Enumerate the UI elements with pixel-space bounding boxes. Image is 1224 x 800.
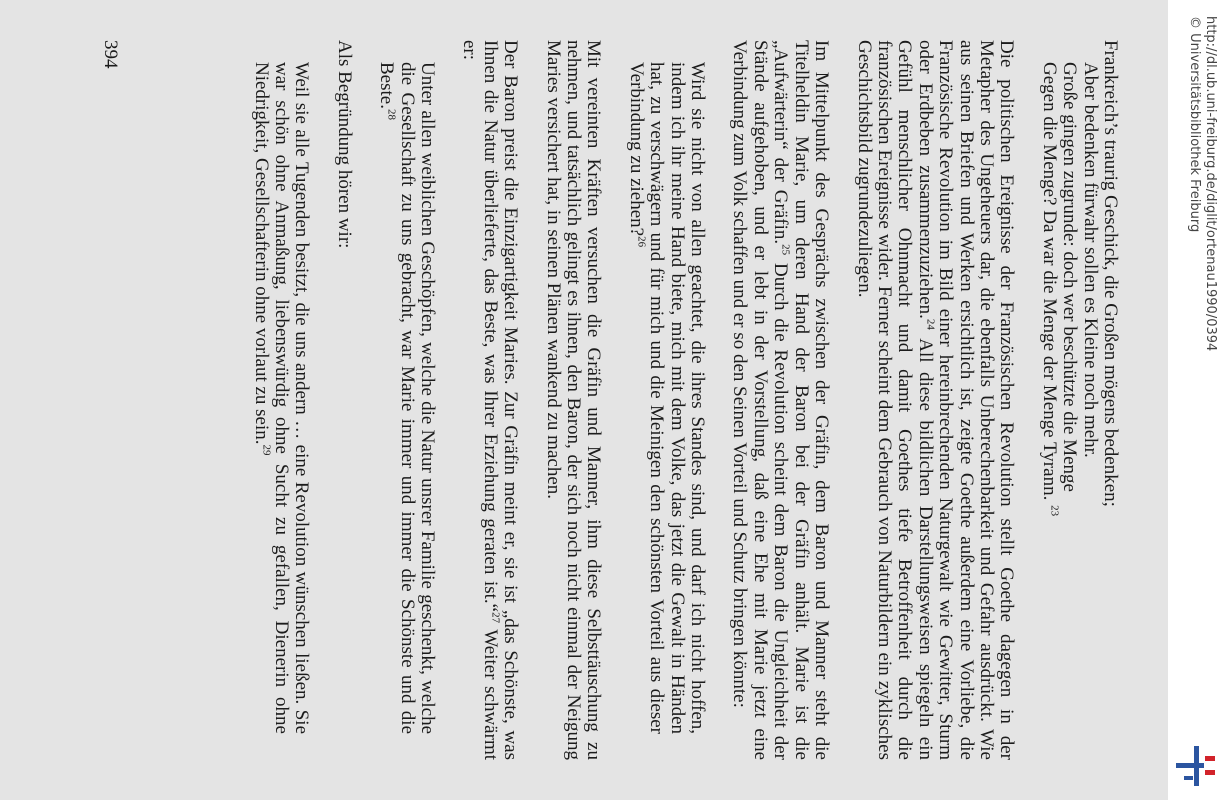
poem-line-3: Große gingen zugrunde: doch wer beschützte die Menge: [1059, 62, 1081, 492]
footnote-ref: 24: [924, 318, 937, 330]
sidebar-text: [1186, 16, 1218, 776]
poem-line-4: [1038, 40, 1061, 760]
footnote-ref: 29: [259, 444, 272, 456]
paragraph-1: [853, 40, 1016, 760]
block-quote-3: [250, 62, 311, 734]
rotated-text-block: [90, 40, 1120, 760]
library-logo-icon: [1176, 746, 1220, 786]
footnote-ref: 27: [489, 612, 502, 624]
poem-line-2: Aber bedenken fürwahr sollen es Kleine noch mehr.: [1079, 62, 1101, 458]
paragraph-4-text-a: Der Baron preist die Einzigartigkeit Maries. Zur Gräfin meint er, sie ist „das Schönste, was Ihnen die Natur überlieferte, das Beste, was Ihrer Erziehung geraten ist.“: [479, 40, 522, 760]
footnote-ref: 28: [385, 108, 398, 120]
source-url-link[interactable]: http://dl.ub.uni-freiburg.de/diglit/ortenau1990/0394: [1203, 16, 1218, 352]
footnote-ref: 25: [779, 244, 792, 256]
poem: [1038, 40, 1120, 760]
poem-line-4-text: Gegen die Menge? Da war die Menge der Menge Tyrann.: [1038, 62, 1060, 501]
poem-line-1: Frankreich’s traurig Geschick, die Großen mögens bedenken;: [1100, 40, 1121, 507]
block-quote-1-text: Wird sie nicht von allen geachtet, die ihres Standes sind, und darf ich nicht hoffen, indem ich ihr meine Hand biete, mich mit dem Volke, das jetzt die Gewalt in Händen hat, zu verschwägern und für mich und die Meinigen den schönsten Vorteil aus dieser Verbindung zu ziehen?: [625, 62, 709, 734]
footnote-ref: 26: [635, 236, 648, 248]
paragraph-5: Als Begründung hören wir:: [333, 40, 355, 249]
page-number: 394: [100, 40, 121, 69]
paragraph-2-text-a: Im Mittelpunkt des Gesprächs zwischen der Gräfin, dem Baron und Manner steht die Titelheldin Marie, um deren Hand der Baron bei der Gräfin anhält. Marie ist die „Aufwärterin“ der Gräfin.: [770, 40, 833, 760]
block-quote-2-text: Unter allen weiblichen Geschöpfen, welche die Natur unsrer Familie geschenkt, welche die Gesellschaft zu uns gebracht, war Marie immer und immer die Schönste und die Beste.: [376, 62, 439, 734]
paragraph-1-text-a: Die politischen Ereignisse der Französischen Revolution stellt Goethe dagegen in der Metapher des Ungeheuers dar, die ebenfalls Unberechenbarkeit und Gefahr ausdrückt. Wie aus seinen Briefen und Werken ersichtlich ist, zeigte Goethe außerdem eine Vorliebe, die Französische Revolution im Bild einer hereinbrechenden Naturgewalt wie Gewitter, Sturm oder Erdbeben zusammenzuziehen.: [914, 40, 1018, 760]
paragraph-3: Mit vereinten Kräften versuchen die Gräfin und Manner, ihm diese Selbsttäuschung zu nehmen, und tatsächlich gelingt es ihnen, den Baron, der sich noch nicht einmal der Neigung Maries versichert hat, in seinen Plänen wankend zu machen.: [542, 40, 605, 760]
paragraph-2: [729, 40, 831, 760]
block-quote-3-text: Weil sie alle Tugenden besitzt, die uns andern … eine Revolution wünschen ließen. Sie war schön ohne Anmaßung, liebenswürdig ohne Sucht zu gefallen, Dienerin ohne Niedrigkeit, Gesellschafterin ohne vorlaut zu sein.: [250, 62, 313, 734]
block-quote-1: [625, 62, 707, 734]
paragraph-2-text-b: Durch die Revolution scheint dem Baron die Ungleichheit der Stände aufgehoben, und er lebt in der Vorstellung, daß eine Ehe mit Marie jetzt eine Verbindung zum Volk schaffen und er so den Seinen Vorteil und Schutz bringen könnte:: [729, 40, 792, 760]
block-quote-2: [376, 62, 437, 734]
copyright-notice: © Universitätsbibliothek Freiburg: [1187, 16, 1202, 233]
paragraph-1-text-b: All diese bildlichen Darstellungsweisen spiegeln ein Gefühl menschlicher Ohnmacht und damit Goethes tiefe Betroffenheit durch die französischen Ereignisse wider. Ferner scheint dem Gebrauch von Naturbildern ein zyklisches Geschichtsbild zugrundezuliegen.: [853, 40, 936, 760]
paragraph-4-text-b: Weiter schwärmt er:: [459, 40, 501, 760]
paragraph-4: [459, 40, 520, 760]
footnote-ref: 23: [1048, 505, 1061, 517]
